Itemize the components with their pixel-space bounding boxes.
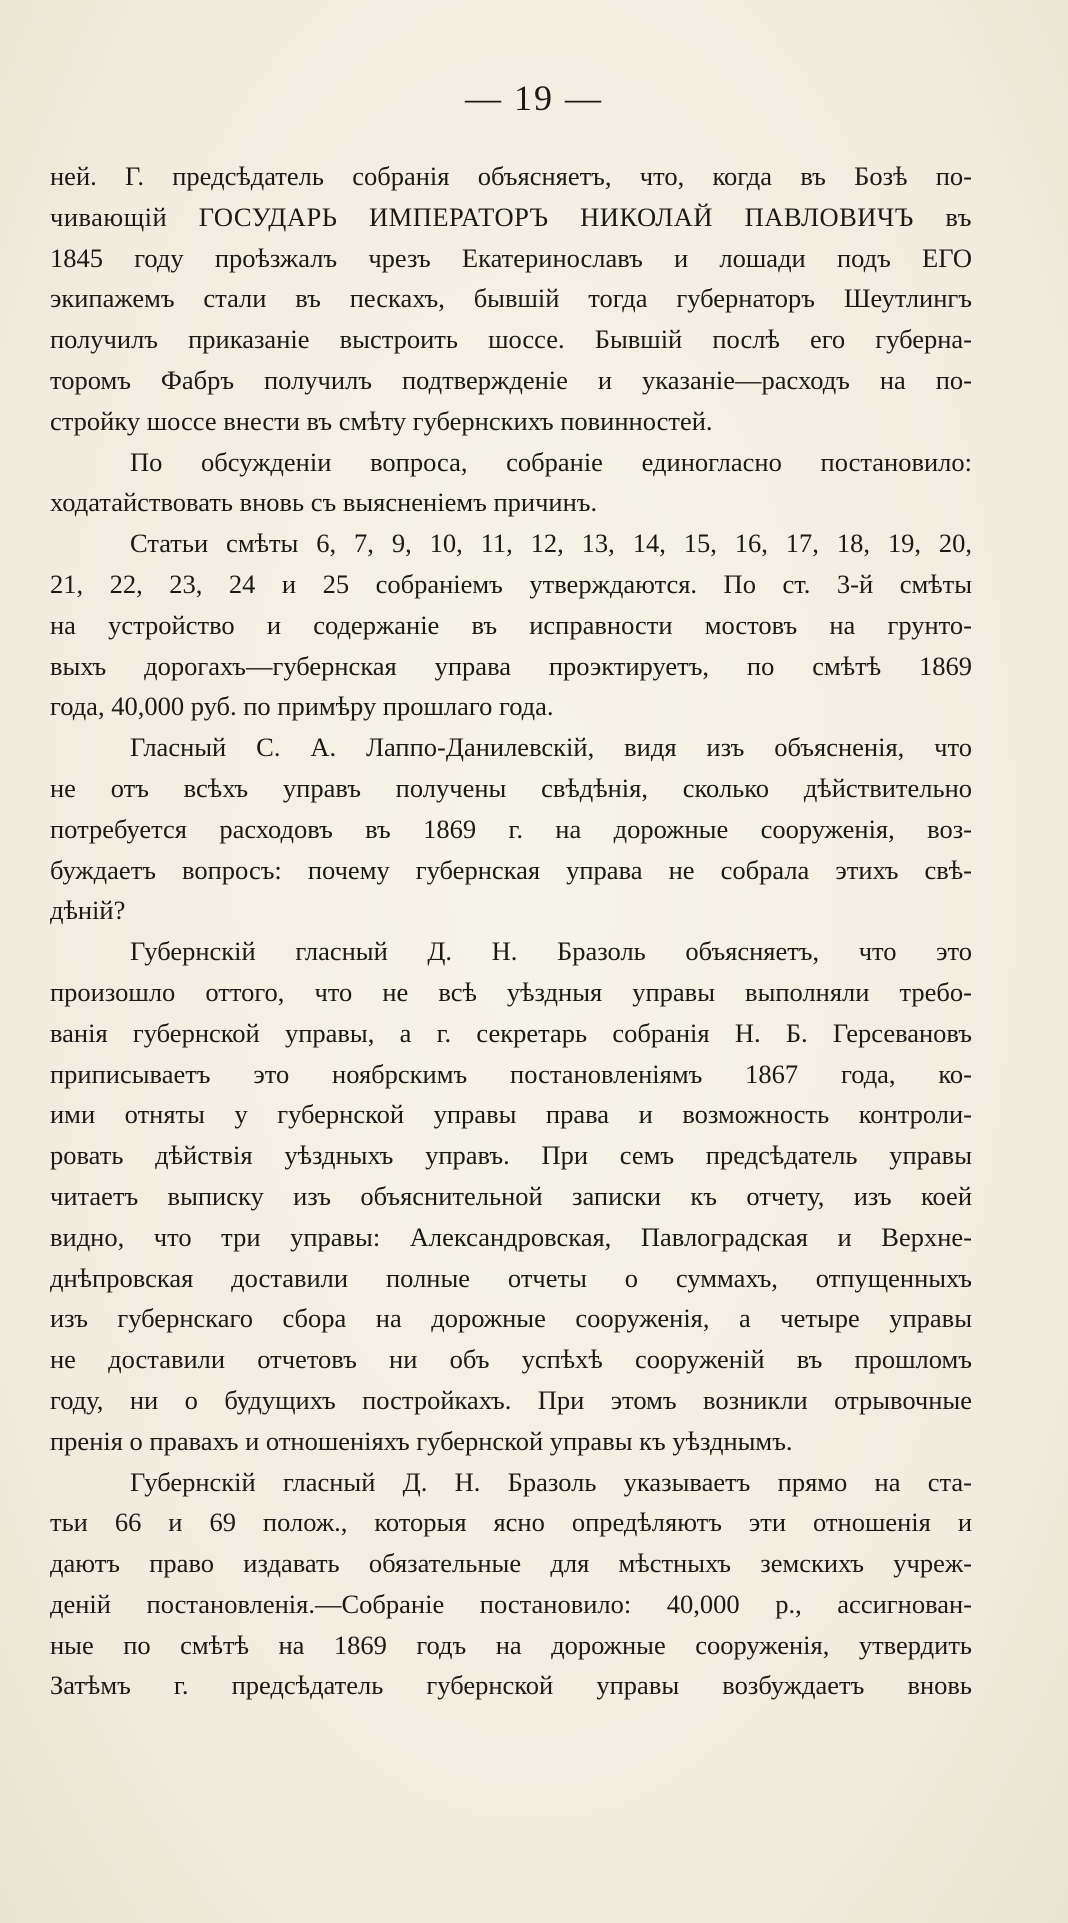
text-line: чивающій ГОСУДАРЬ ИМПЕРАТОРЪ НИКОЛАЙ ПАВЛОВИЧЪ въ <box>50 201 972 232</box>
text-line: получилъ приказаніе выстроить шоссе. Бывшій послѣ его губерна- <box>50 324 972 355</box>
text-line: потребуется расходовъ въ 1869 г. на дорожные сооруженія, воз- <box>50 813 972 844</box>
page-number: — 19 — <box>465 78 603 118</box>
text-line: ровать дѣйствія уѣздныхъ управъ. При семъ предсѣдатель управы <box>50 1140 972 1171</box>
text-line: ванія губернской управы, а г. секретарь собранія Н. Б. Герсевановъ <box>50 1017 972 1048</box>
text-line: на устройство и содержаніе въ исправности мостовъ на грунто- <box>50 609 972 640</box>
text-line: По обсужденіи вопроса, собраніе единогласно постановило: <box>130 446 972 477</box>
text-line: даютъ право издавать обязательные для мѣстныхъ земскихъ учреж- <box>50 1548 972 1579</box>
text-line: стройку шоссе внести въ смѣту губернскихъ повинностей. <box>50 405 713 436</box>
text-line: видно, что три управы: Александровская, Павлоградская и Верхне- <box>50 1221 972 1252</box>
text-line: читаетъ выписку изъ объяснительной записки къ отчету, изъ коей <box>50 1180 972 1211</box>
text-line: года, 40,000 руб. по примѣру прошлаго года. <box>50 691 554 722</box>
text-line: дѣній? <box>50 895 126 926</box>
text-line: торомъ Фабръ получилъ подтвержденіе и указаніе—расходъ на по- <box>50 364 972 395</box>
text-line: ходатайствовать вновь съ выясненіемъ причинъ. <box>50 487 598 518</box>
text-line: ней. Г. предсѣдатель собранія объясняетъ, что, когда въ Бозѣ по- <box>50 161 972 191</box>
text-line: Губернскій гласный Д. Н. Бразоль указываетъ прямо на ста- <box>130 1466 972 1497</box>
text-line: не отъ всѣхъ управъ получены свѣдѣнія, сколько дѣйствительно <box>50 772 972 803</box>
body-text <box>50 156 972 1706</box>
text-line: Статьи смѣты 6, 7, 9, 10, 11, 12, 13, 14, 15, 16, 17, 18, 19, 20, <box>130 528 972 559</box>
text-line: выхъ дорогахъ—губернская управа проэктируетъ, по смѣтѣ 1869 <box>50 650 972 681</box>
text-line: не доставили отчетовъ ни объ успѣхѣ сооруженій въ прошломъ <box>50 1344 972 1375</box>
text-line: изъ губернскаго сбора на дорожные сооруженія, а четыре управы <box>50 1303 972 1334</box>
text-line: экипажемъ стали въ пескахъ, бывшій тогда губернаторъ Шеутлингъ <box>50 283 972 314</box>
text-line: пренія о правахъ и отношеніяхъ губернской управы къ уѣзднымъ. <box>50 1425 793 1456</box>
text-line: году, ни о будущихъ постройкахъ. При этомъ возникли отрывочные <box>50 1384 972 1415</box>
text-line: произошло оттого, что не всѣ уѣздныя управы выполняли требо- <box>50 976 972 1007</box>
text-line: приписываетъ это ноябрскимъ постановленіямъ 1867 года, ко- <box>50 1058 972 1089</box>
text-line: Губернскій гласный Д. Н. Бразоль объясняетъ, что это <box>130 936 972 967</box>
text-line: 1845 году проѣзжалъ чрезъ Екатеринославъ и лошади подъ ЕГО <box>50 242 972 273</box>
text-line: 21, 22, 23, 24 и 25 собраніемъ утверждаются. По ст. 3-й смѣты <box>50 568 972 599</box>
text-line: Затѣмъ г. предсѣдатель губернской управы возбуждаетъ вновь <box>50 1670 972 1701</box>
text-line: ные по смѣтѣ на 1869 годъ на дорожные сооруженія, утвердить <box>50 1629 972 1660</box>
text-line: Гласный С. А. Лаппо-Данилевскій, видя изъ объясненія, что <box>130 732 972 763</box>
text-line: деній постановленія.—Собраніе постановило: 40,000 р., ассигнован- <box>50 1588 972 1619</box>
text-line: буждаетъ вопросъ: почему губернская управа не собрала этихъ свѣ- <box>50 854 972 885</box>
text-line: днѣпровская доставили полные отчеты о суммахъ, отпущенныхъ <box>50 1262 972 1293</box>
text-line: ими отняты у губернской управы права и возможность контроли- <box>50 1099 972 1130</box>
text-line: тьи 66 и 69 полож., которыя ясно опредѣляютъ эти отношенія и <box>50 1507 972 1538</box>
